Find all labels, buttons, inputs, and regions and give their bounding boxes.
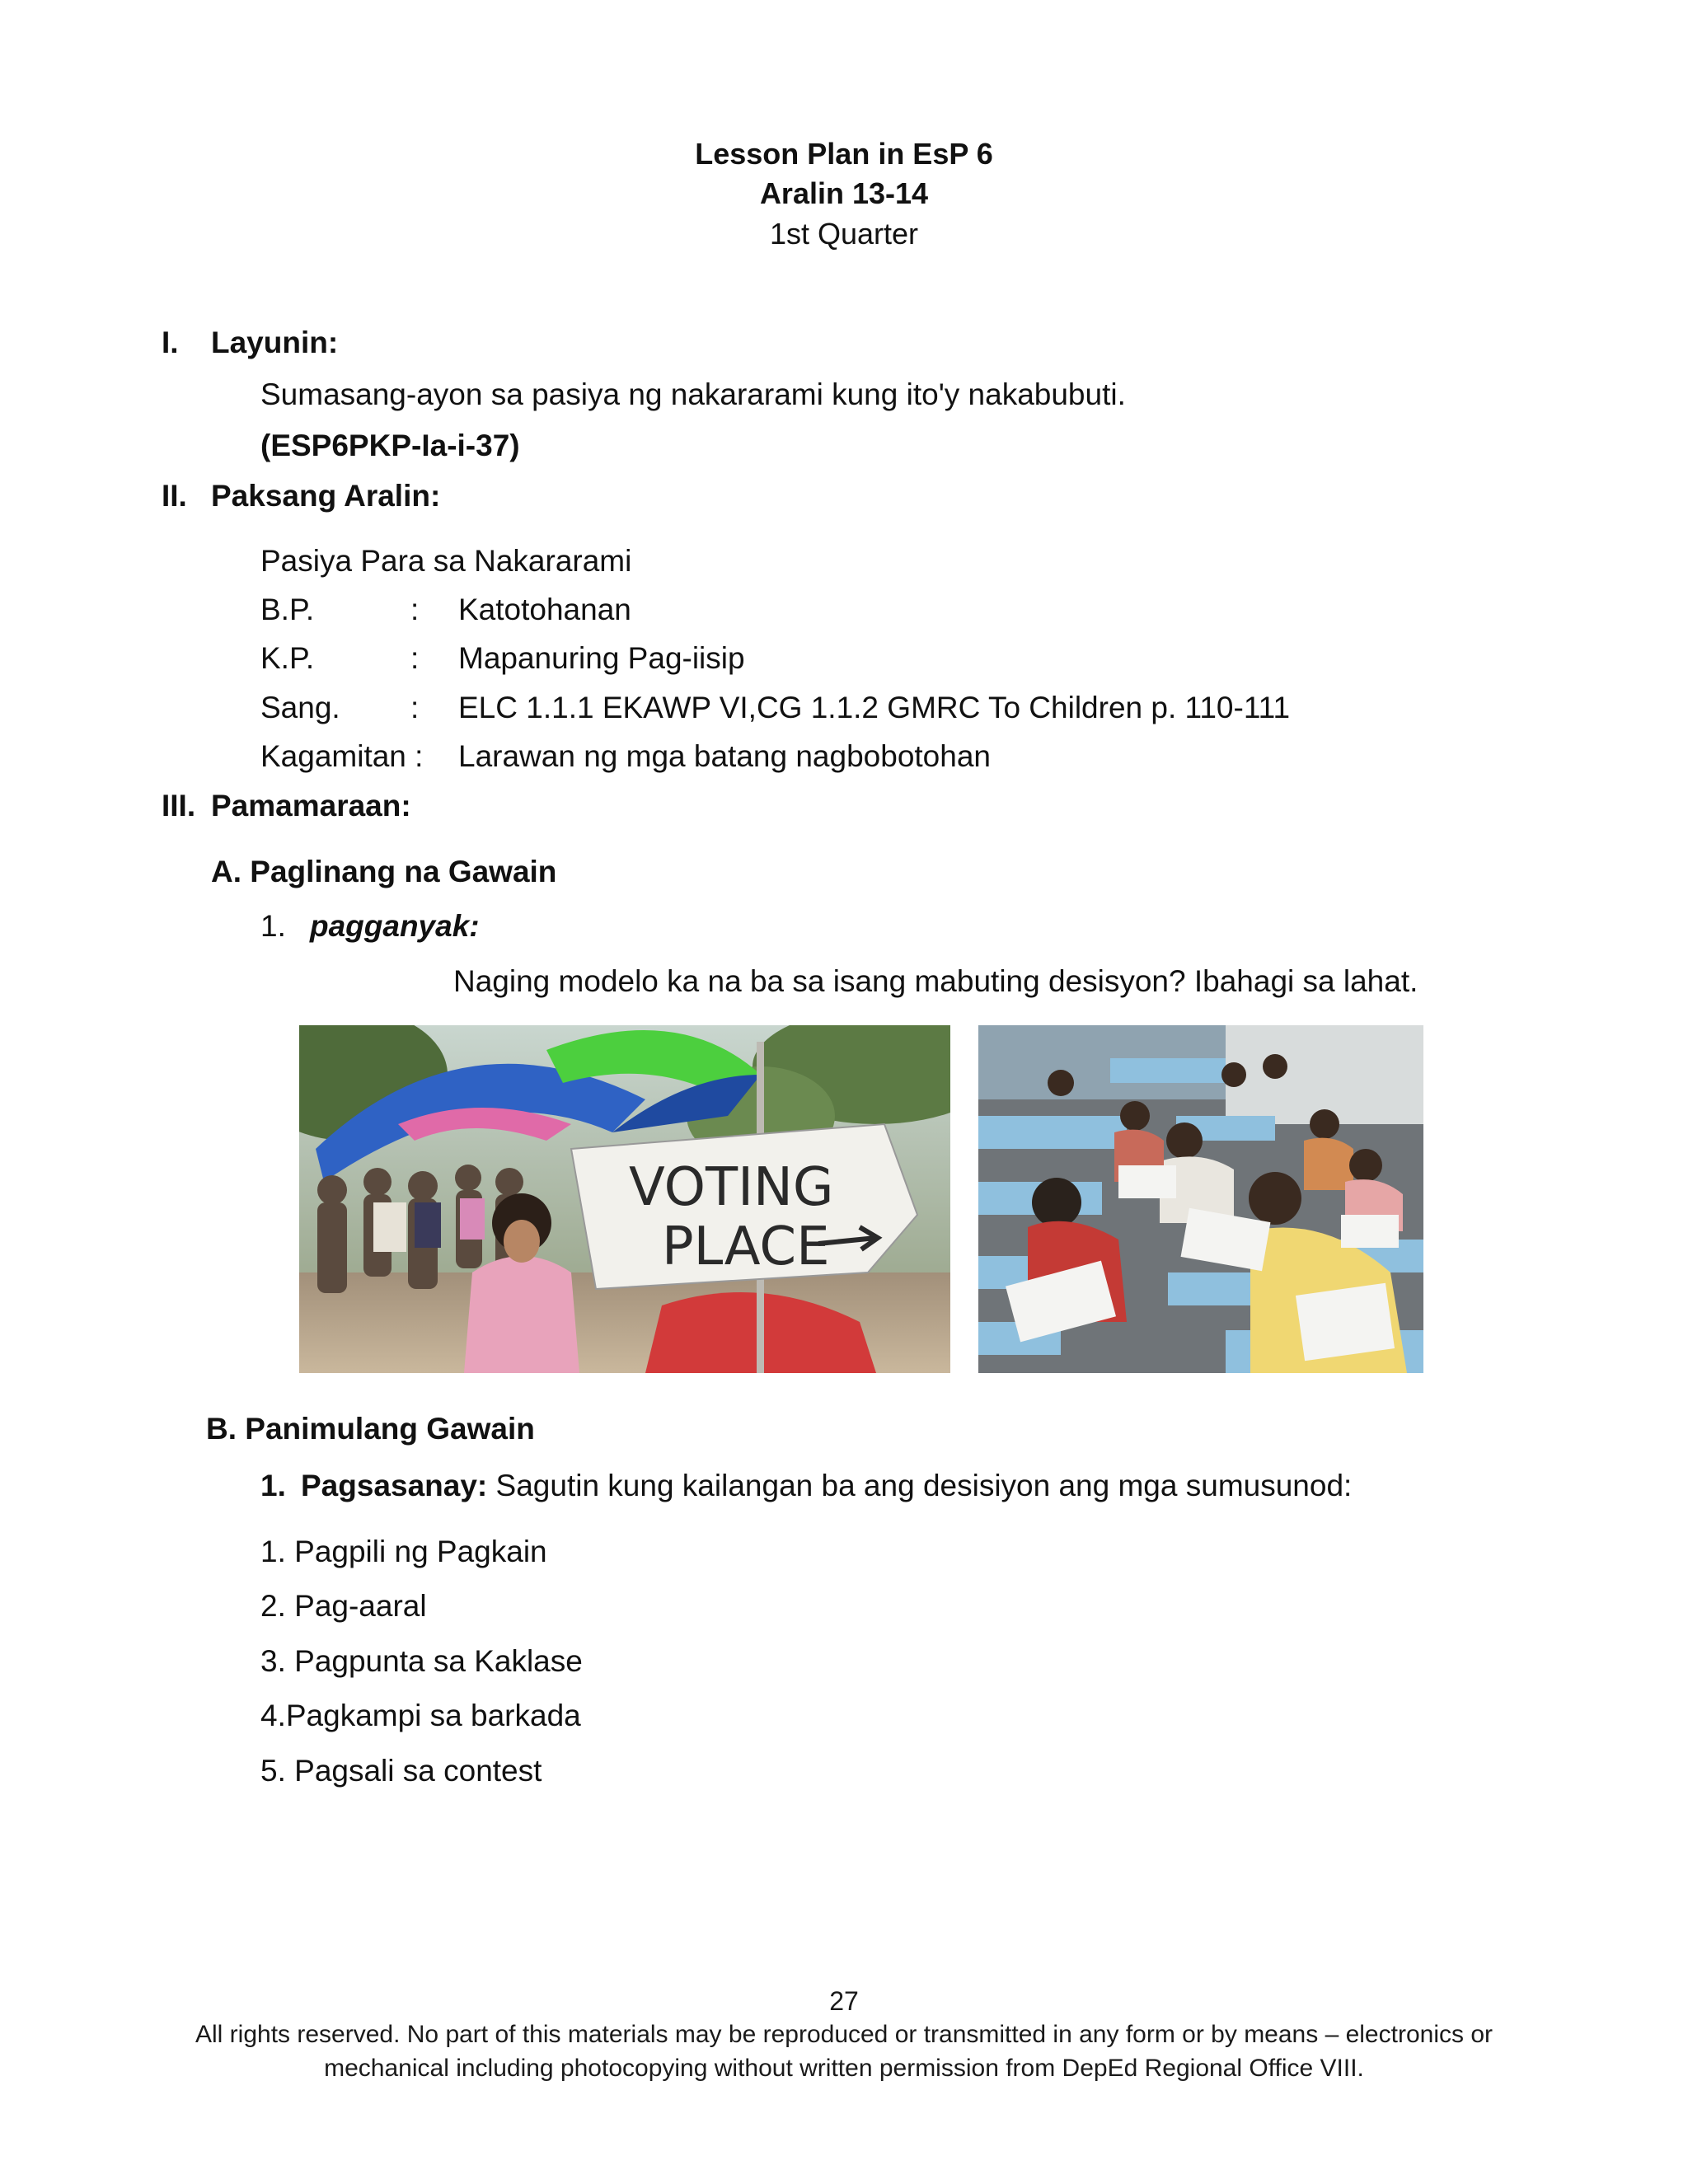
kp-colon: :: [410, 641, 420, 675]
bp-value: Katotohanan: [458, 593, 631, 626]
kagamitan-label: Kagamitan :: [260, 739, 424, 773]
quarter-label: 1st Quarter: [769, 217, 919, 251]
list-item: 5. Pagsali sa contest: [260, 1754, 542, 1788]
sang-label: Sang.: [260, 691, 340, 724]
lesson-number: Aralin 13-14: [759, 176, 929, 210]
copyright-line-1: All rights reserved. No part of this materials may be reproduced or transmitted in any form or by means – electronics or: [195, 2021, 1493, 2048]
sang-value: ELC 1.1.1 EKAWP VI,CG 1.1.2 GMRC To Children p. 110-111: [458, 691, 1291, 724]
objective-text: Sumasang-ayon sa pasiya ng nakararami kung ito'y nakabubuti.: [260, 377, 1126, 411]
kp-label: K.P.: [260, 641, 315, 675]
sign-text-line2: PLACE: [662, 1216, 830, 1277]
section-3-numeral: III.: [162, 789, 196, 823]
motivation-question: Naging modelo ka na ba sa isang mabuting desisyon? Ibahagi sa lahat.: [453, 964, 1418, 998]
part-a-item-label: pagganyak:: [310, 909, 480, 943]
kagamitan-value: Larawan ng mga batang nagbobotohan: [458, 739, 991, 773]
list-item: 2. Pag-aaral: [260, 1589, 427, 1623]
classroom-voting-photo: [978, 1025, 1423, 1373]
part-b-item-number: 1.: [260, 1469, 286, 1502]
part-a-heading: A. Paglinang na Gawain: [211, 855, 557, 888]
part-b-item-text: Sagutin kung kailangan ba ang desisiyon ang mga sumusunod:: [487, 1469, 1353, 1502]
list-item: 4.Pagkampi sa barkada: [260, 1699, 581, 1732]
bp-label: B.P.: [260, 593, 315, 626]
topic-title: Pasiya Para sa Nakararami: [260, 544, 632, 578]
competency-code: (ESP6PKP-Ia-i-37): [260, 429, 520, 462]
section-2-numeral: II.: [162, 479, 187, 513]
section-3-heading: Pamamaraan:: [211, 789, 411, 823]
bp-colon: :: [410, 593, 420, 626]
list-item: 1. Pagpili ng Pagkain: [260, 1535, 547, 1568]
voting-place-photo: [299, 1025, 950, 1373]
part-b-heading: B. Panimulang Gawain: [206, 1412, 535, 1446]
part-b-item-label: Pagsasanay:: [301, 1469, 488, 1502]
section-2-heading: Paksang Aralin:: [211, 479, 441, 513]
kp-value: Mapanuring Pag-iisip: [458, 641, 745, 675]
sang-colon: :: [410, 691, 420, 724]
lesson-title: Lesson Plan in EsP 6: [695, 137, 993, 171]
section-1-heading: Layunin:: [211, 326, 339, 359]
copyright-line-2: mechanical including photocopying without written permission from DepEd Regional Office VIII.: [324, 2055, 1364, 2082]
sign-text-line1: VOTING: [629, 1157, 834, 1218]
part-b-item: [301, 1469, 1352, 1503]
list-item: 3. Pagpunta sa Kaklase: [260, 1644, 583, 1678]
section-1-numeral: I.: [162, 326, 179, 359]
page-number: 27: [829, 1986, 859, 2016]
part-a-item-number: 1.: [260, 909, 286, 943]
